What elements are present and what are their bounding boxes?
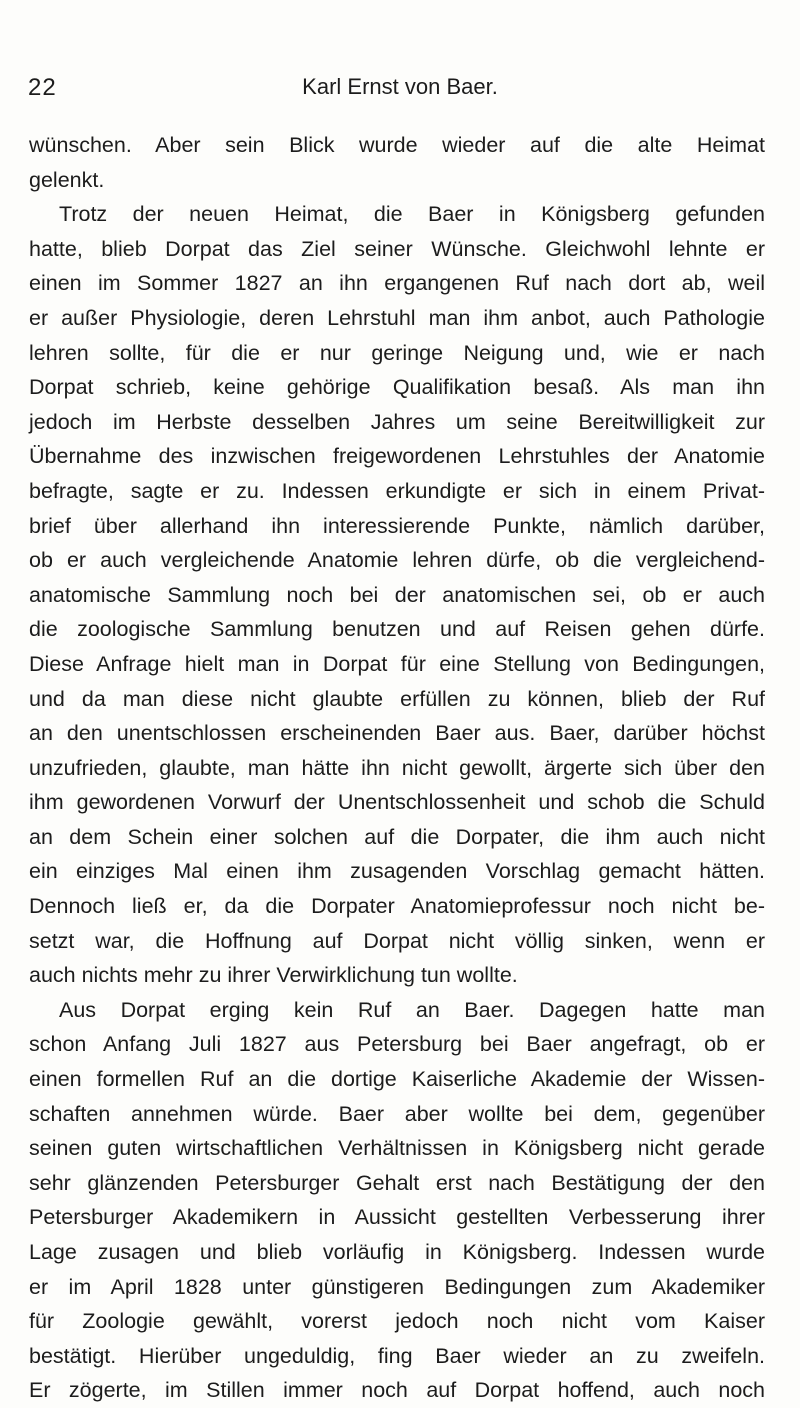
text-line: die zoologische Sammlung benutzen und auf Reisen gehen dürfe. xyxy=(29,617,765,642)
text-line: schon Anfang Juli 1827 aus Petersburg bei Baer angefragt, ob er xyxy=(29,1032,765,1057)
text-line: seinen guten wirtschaftlichen Verhältnissen in Königsberg nicht gerade xyxy=(29,1136,765,1161)
text-line: Übernahme des inzwischen freigewordenen Lehrstuhles der Anatomie xyxy=(29,444,765,469)
text-line: Er zögerte, im Stillen immer noch auf Dorpat hoffend, auch noch xyxy=(29,1378,765,1403)
text-line: bestätigt. Hierüber ungeduldig, fing Baer wieder an zu zweifeln. xyxy=(29,1343,765,1368)
text-line: ein einziges Mal einen ihm zusagenden Vorschlag gemacht hätten. xyxy=(29,859,765,884)
page-header xyxy=(28,74,772,108)
text-line: wünschen. Aber sein Blick wurde wieder auf die alte Heimat xyxy=(29,133,765,157)
text-line: und da man diese nicht glaubte erfüllen zu können, blieb der Ruf xyxy=(29,686,765,711)
text-line: anatomische Sammlung noch bei der anatomischen sei, ob er auch xyxy=(29,582,765,607)
text-line: an dem Schein einer solchen auf die Dorpater, die ihm auch nicht xyxy=(29,824,765,849)
text-line: Dennoch ließ er, da die Dorpater Anatomieprofessur noch nicht be- xyxy=(29,894,765,919)
running-title: Karl Ernst von Baer. xyxy=(302,74,498,99)
text-line: befragte, sagte er zu. Indessen erkundigte er sich in einem Privat- xyxy=(29,478,765,503)
text-line: Petersburger Akademikern in Aussicht gestellten Verbesserung ihrer xyxy=(29,1205,765,1230)
text-line: setzt war, die Hoffnung auf Dorpat nicht völlig sinken, wenn er xyxy=(29,928,765,953)
text-line: Dorpat schrieb, keine gehörige Qualifikation besaß. Als man ihn xyxy=(29,375,765,400)
text-line: er im April 1828 unter günstigeren Bedingungen zum Akademiker xyxy=(29,1274,765,1299)
paragraph-start-line: Trotz der neuen Heimat, die Baer in Königsberg gefunden xyxy=(59,202,765,227)
text-line: gelenkt. xyxy=(29,167,105,192)
text-line: für Zoologie gewählt, vorerst jedoch noch nicht vom Kaiser xyxy=(29,1309,765,1334)
text-line: brief über allerhand ihn interessierende Punkte, nämlich darüber, xyxy=(29,513,765,538)
text-line: ob er auch vergleichende Anatomie lehren dürfe, ob die vergleichend- xyxy=(29,548,765,573)
text-line: an den unentschlossen erscheinenden Baer aus. Baer, darüber höchst xyxy=(29,721,765,746)
text-line: unzufrieden, glaubte, man hätte ihn nicht gewollt, ärgerte sich über den xyxy=(29,755,765,780)
text-line: hatte, blieb Dorpat das Ziel seiner Wünsche. Gleichwohl lehnte er xyxy=(29,236,765,261)
text-line: auch nichts mehr zu ihrer Verwirklichung tun wollte. xyxy=(29,963,518,988)
text-line: einen im Sommer 1827 an ihn ergangenen Ruf nach dort ab, weil xyxy=(29,271,765,296)
text-line: lehren sollte, für die er nur geringe Neigung und, wie er nach xyxy=(29,340,765,365)
text-line: Diese Anfrage hielt man in Dorpat für eine Stellung von Bedingungen, xyxy=(29,651,765,676)
text-line: er außer Physiologie, deren Lehrstuhl man ihm anbot, auch Pathologie xyxy=(29,305,765,330)
text-line: einen formellen Ruf an die dortige Kaiserliche Akademie der Wissen- xyxy=(29,1067,765,1092)
body-text xyxy=(29,128,765,1408)
paragraph-start-line: Aus Dorpat erging kein Ruf an Baer. Dagegen hatte man xyxy=(59,997,765,1022)
text-line: Lage zusagen und blieb vorläufig in Königsberg. Indessen wurde xyxy=(29,1240,765,1264)
text-line: ihm gewordenen Vorwurf der Unentschlossenheit und schob die Schuld xyxy=(29,790,765,815)
text-line: jedoch im Herbste desselben Jahres um seine Bereitwilligkeit zur xyxy=(29,409,765,434)
page-number: 22 xyxy=(28,74,57,101)
text-line: sehr glänzenden Petersburger Gehalt erst nach Bestätigung der den xyxy=(29,1170,765,1195)
text-line: schaften annehmen würde. Baer aber wollte bei dem, gegenüber xyxy=(29,1101,765,1126)
